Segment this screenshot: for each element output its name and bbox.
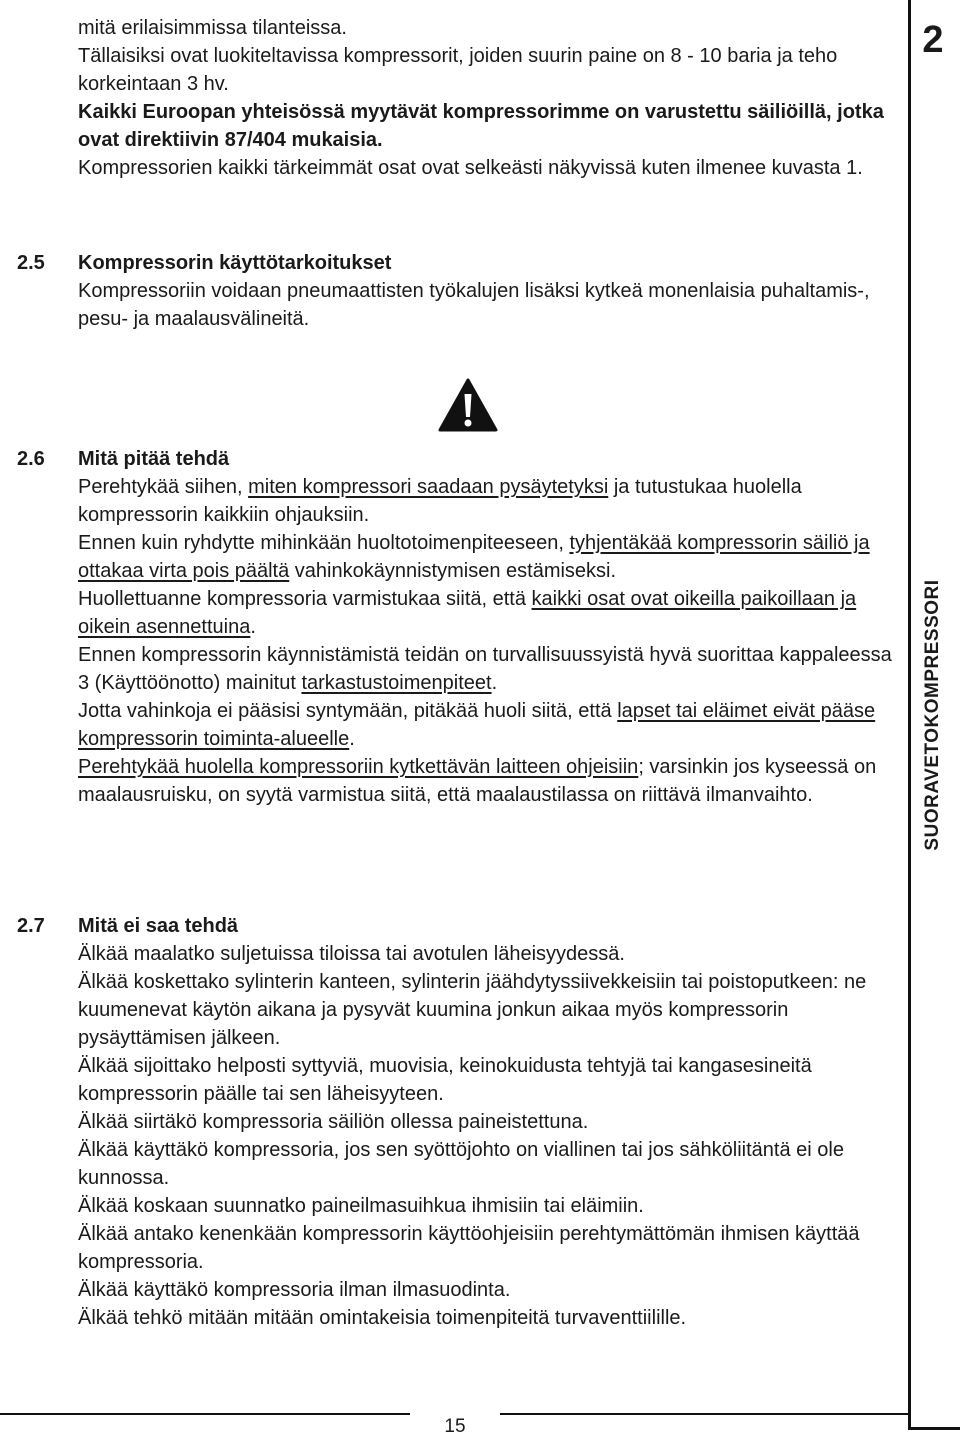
footer-rule-right	[500, 1413, 908, 1415]
footer-rule-left	[0, 1413, 410, 1415]
intro-line-3: Kaikki Euroopan yhteisössä myytävät kompressorimme on varustettu säiliöillä, jotka ovat direktiivin 87/404 mukaisia.	[78, 101, 884, 151]
page-number: 15	[444, 1416, 466, 1437]
section-2-6-heading: Mitä pitää tehdä	[78, 448, 230, 470]
section-2-5-body: Kompressoriin voidaan pneumaattisten työkalujen lisäksi kytkeä monenlaisia puhaltamis-, pesu- ja maalausvälineitä.	[78, 280, 870, 330]
sidebar-label: SUORAVETOKOMPRESSORI	[922, 579, 943, 851]
section-2-6-para-3: Huollettuanne kompressoria varmistukaa siitä, että kaikki osat ovat oikeilla paikoillaan ja oikein asennettuina.	[78, 588, 857, 638]
list-item: Älkää tehkö mitään mitään omintakeisia toimenpiteitä turvaventtiilille.	[78, 1307, 687, 1329]
intro-line-4: Kompressorien kaikki tärkeimmät osat ovat selkeästi näkyvissä kuten ilmenee kuvasta 1.	[78, 157, 863, 179]
list-item: Älkää koskaan suunnatko paineilmasuihkua ihmisiin tai eläimiin.	[78, 1195, 644, 1217]
list-item: Älkää koskettako sylinterin kanteen, sylinterin jäähdytyssiivekkeisiin tai poistoputkeen: ne kuumenevat käytön aikana ja pysyvät kuumina jonkun aikaa myös kompressorin pysäyttämisen jälkeen.	[78, 971, 867, 1049]
section-2-5	[78, 249, 898, 333]
list-item: Älkää käyttäkö kompressoria ilman ilmasuodinta.	[78, 1279, 511, 1301]
section-2-6-number: 2.6	[17, 448, 45, 470]
list-item: Älkää sijoittako helposti syttyviä, muovisia, keinokuidusta tehtyjä tai kangasesineitä kompressorin päälle tai sen läheisyyteen.	[78, 1055, 812, 1105]
section-2-6-para-4: Ennen kompressorin käynnistämistä teidän on turvallisuussyistä hyvä suorittaa kappaleessa 3 (Käyttöönotto) mainitut tarkastustoimenpiteet.	[78, 644, 892, 694]
intro-line-2: Tällaisiksi ovat luokiteltavissa kompressorit, joiden suurin paine on 8 - 10 baria ja teho korkeintaan 3 hv.	[78, 45, 838, 95]
list-item: Älkää käyttäkö kompressoria, jos sen syöttöjohto on viallinen tai jos sähköliitäntä ei ole kunnossa.	[78, 1139, 844, 1189]
warning-triangle-icon	[438, 378, 498, 432]
section-2-6-para-1: Perehtykää siihen, miten kompressori saadaan pysäytetyksi ja tutustukaa huolella kompressorin kaikkiin ohjauksiin.	[78, 476, 802, 526]
section-2-5-heading: Kompressorin käyttötarkoitukset	[78, 252, 392, 274]
intro-line-1: mitä erilaisimmissa tilanteissa.	[78, 17, 347, 39]
section-2-7	[78, 912, 898, 1332]
list-item: Älkää siirtäkö kompressoria säiliön ollessa paineistettuna.	[78, 1111, 589, 1133]
section-2-7-heading: Mitä ei saa tehdä	[78, 915, 239, 937]
section-2-6	[78, 445, 898, 809]
section-2-6-para-2: Ennen kuin ryhdytte mihinkään huoltotoimenpiteeseen, tyhjentäkää kompressorin säiliö ja ottakaa virta pois päältä vahinkokäynnistymisen estämiseksi.	[78, 532, 870, 582]
section-2-6-para-5: Jotta vahinkoja ei pääsisi syntymään, pitäkää huoli siitä, että lapset tai eläimet eivät pääse kompressorin toiminta-alueelle.	[78, 700, 876, 750]
list-item: Älkää maalatko suljetuissa tiloissa tai avotulen läheisyydessä.	[78, 943, 625, 965]
section-2-6-para-6: Perehtykää huolella kompressoriin kytkettävän laitteen ohjeisiin; varsinkin jos kyseessä on maalausruisku, on syytä varmistua siitä, että maalaustilassa on riittävä ilmanvaihto.	[78, 756, 877, 806]
chapter-number: 2	[922, 19, 944, 61]
intro-text	[78, 14, 898, 182]
section-2-5-number: 2.5	[17, 252, 45, 274]
sidebar-bottom-rule	[908, 1427, 960, 1430]
section-2-7-number: 2.7	[17, 915, 45, 937]
list-item: Älkää antako kenenkään kompressorin käyttöohjeisiin perehtymättömän ihmisen käyttää kompressoria.	[78, 1223, 860, 1273]
